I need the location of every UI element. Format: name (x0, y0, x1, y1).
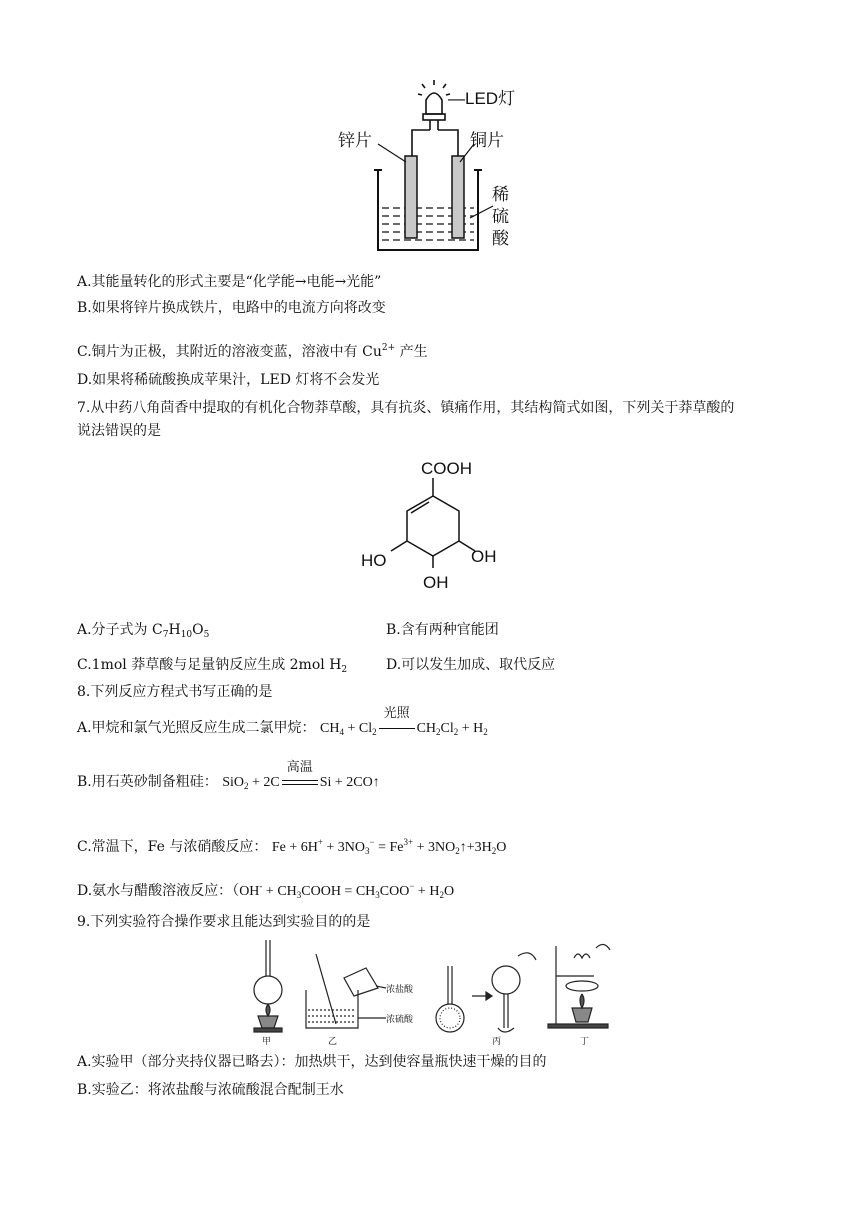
q6-option-d: D.如果将稀硫酸换成苹果汁，LED 灯将不会发光 (77, 372, 380, 388)
acid-label-2: 硫 (492, 207, 509, 226)
condition-light: 光照 (379, 719, 415, 739)
zinc-label: 锌片 (338, 131, 372, 150)
copper-electrode (452, 156, 464, 238)
q6-option-c-charge: 2+ (381, 343, 396, 353)
acid-label-3: 酸 (492, 229, 509, 248)
shikimic-acid-structure (355, 456, 515, 596)
q6-option-c-text: C.铜片为正极，其附近的溶液变蓝，溶液中有 Cu (77, 344, 382, 360)
galvanic-cell-figure (330, 78, 530, 258)
q8-option-d-equation: $OH^- + CH_3COOH = CH_3COO^- + H_2O$ (239, 881, 455, 900)
led-label: —LED灯 (448, 89, 516, 108)
acid-label-1: 稀 (492, 185, 509, 204)
led-bulb (418, 80, 450, 130)
q7-sub-c: 7 (162, 630, 169, 640)
label-bing: 丙 (492, 1036, 502, 1046)
q8-option-b-text: B.用石英砂制备粗硅： (77, 774, 218, 790)
q7-option-c-sub: 2 (341, 665, 348, 675)
q8-option-c-equation: $Fe + 6H^+ + 3NO_3^- = Fe^{3+}$ + $3NO_2↑+3H_2O$ (271, 837, 507, 856)
q9-apparatus-figure (240, 936, 620, 1046)
q7-o: O (192, 622, 204, 638)
condition-high-temp: 高温 (282, 773, 318, 793)
label-conc-h2so4: 浓硫酸 (386, 1014, 414, 1024)
q7-option-c-text: C.1mol 莽草酸与足量钠反应生成 2mol H (77, 657, 342, 673)
q7-stem-line2: 说法错误的是 (77, 423, 161, 439)
q8-option-b (77, 759, 380, 796)
q6-option-b: B.如果将锌片换成铁片，电路中的电流方向将改变 (77, 300, 386, 316)
q8-option-a (77, 705, 488, 742)
q7-stem-line1: 7.从中药八角茴香中提取的有机化合物莽草酸，具有抗炎、镇痛作用，其结构简式如图，下列关于莽草酸的 (77, 400, 735, 416)
label-ding: 丁 (580, 1036, 590, 1046)
label-jia: 甲 (262, 1036, 272, 1046)
q6-option-c-suffix: 产生 (395, 344, 428, 360)
q9-option-b: B.实验乙：将浓盐酸与浓硫酸混合配制王水 (77, 1082, 344, 1098)
q8-stem: 8.下列反应方程式书写正确的是 (77, 684, 273, 700)
copper-label: 铜片 (470, 131, 504, 150)
q7-option-b: B.含有两种官能团 (386, 622, 499, 638)
q7-sub-h: 10 (180, 630, 193, 640)
q8-option-b-equation: SiO$_2$ + 2C 高温 Si + 2CO↑ (222, 759, 380, 791)
q9-option-a: A.实验甲（部分夹持仪器已略去）：加热烘干，达到使容量瓶快速干燥的目的 (77, 1054, 547, 1070)
q9-stem: 9.下列实验符合操作要求且能达到实验目的的是 (77, 914, 371, 930)
q7-option-a-text: A.分子式为 C (77, 622, 163, 638)
cooh-group: COOH (421, 459, 472, 478)
oh-bottom-group: OH (423, 573, 449, 592)
q7-option-c (77, 655, 347, 680)
q6-option-c (77, 338, 428, 362)
zinc-electrode (405, 156, 417, 238)
q8-option-c-text: C.常温下，Fe 与浓硝酸反应： (77, 839, 268, 855)
q7-h: H (168, 622, 181, 638)
q7-option-d: D.可以发生加成、取代反应 (386, 657, 556, 673)
q8-option-d-text: D.氨水与醋酸溶液反应：（ (77, 883, 240, 899)
q8-option-a-equation: $CH_4 + Cl_2$ 光照 $CH_2Cl_2 + H_2$ (320, 705, 488, 737)
q6-option-a: A.其能量转化的形式主要是“化学能→电能→光能” (77, 274, 382, 290)
q8-option-c (77, 832, 506, 861)
q7-option-a (77, 620, 209, 645)
q8-option-d (77, 876, 454, 905)
oh-right-group: OH (471, 547, 497, 566)
q7-sub-o: 5 (203, 630, 210, 640)
label-conc-hcl: 浓盐酸 (386, 984, 414, 994)
label-yi: 乙 (328, 1036, 338, 1046)
q8-option-a-text: A.甲烷和氯气光照反应生成二氯甲烷： (77, 720, 316, 736)
ho-left-group: HO (361, 551, 387, 570)
